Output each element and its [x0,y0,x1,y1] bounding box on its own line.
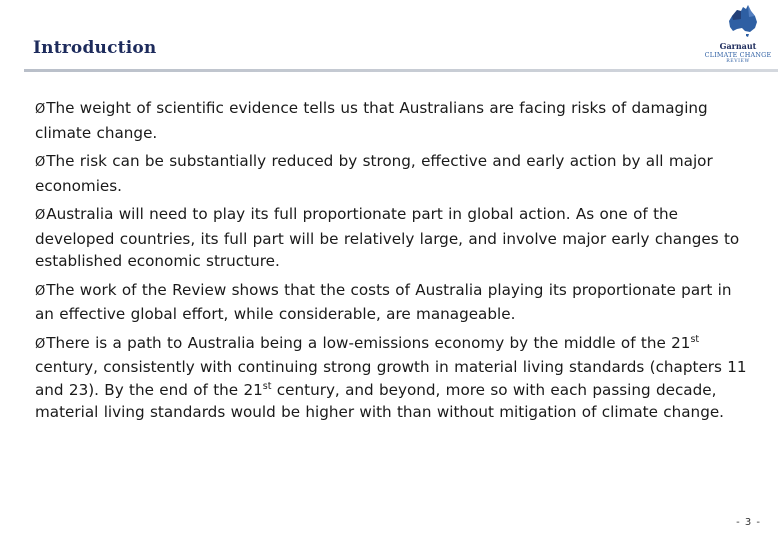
ordinal-suffix: st [262,380,272,392]
slide-title: Introduction [33,38,157,58]
bullet-item [35,332,750,424]
arrow-bullet-icon: Ø [35,208,46,223]
logo-tagline: REVIEW [726,59,750,64]
bullet-item [35,97,750,144]
bullet-item [35,150,750,197]
bullet-text-part: century, and beyond, more so with each passing decade, material living standards would be higher with than without mitigation of climate change. [35,380,724,421]
bullet-list [35,97,750,430]
arrow-bullet-icon: Ø [35,102,46,117]
bullet-item [35,279,750,326]
ordinal-suffix: st [690,333,700,345]
header-divider [24,69,778,72]
arrow-bullet-icon: Ø [35,283,46,299]
bullet-text: The work of the Review shows that the costs of Australia playing its proportionate part in an effective global effort, while considerable, are manageable. [35,280,732,323]
page-number: - 3 - [736,517,761,528]
bullet-text-part: There is a path to Australia being a low-emissions economy by the middle of the 21 [46,333,691,352]
bullet-text: The weight of scientific evidence tells us that Australians are facing risks of damaging climate change. [35,99,708,142]
arrow-bullet-icon: Ø [35,336,46,352]
arrow-bullet-icon: Ø [35,155,46,170]
bullet-text: Australia will need to play its full proportionate part in global action. As one of the developed countries, its full part will be relatively large, and involve major early changes to established economic structure. [35,205,740,270]
bullet-text: The risk can be substantially reduced by strong, effective and early action by all major economies. [35,152,713,195]
bullet-item [35,203,750,273]
bullet-text-part: century, consistently with continuing strong growth in material living standards (chapters 11 and 23). By the end of the 21 [35,358,747,399]
logo-title: Garnaut [719,41,757,51]
garnaut-logo [700,4,780,66]
australia-map-icon [728,4,758,38]
logo-subtitle: CLIMATE CHANGE [704,51,772,59]
